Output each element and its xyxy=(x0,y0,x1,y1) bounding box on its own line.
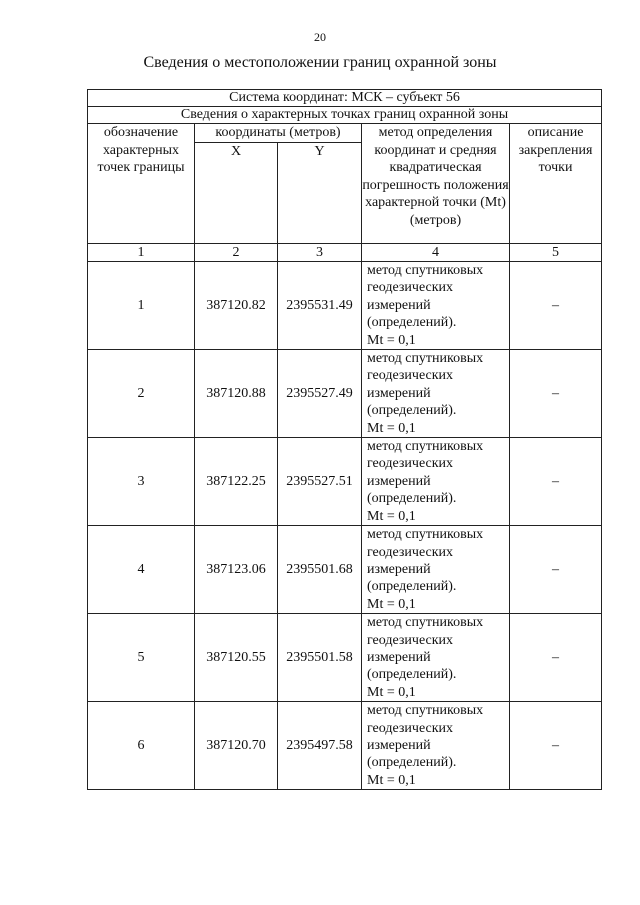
column-number: 4 xyxy=(362,244,510,262)
header-designation: обозначение характерных точек границы xyxy=(88,124,195,244)
table-row xyxy=(88,438,602,526)
coordinate-system-header: Система координат: МСК – субъект 56 xyxy=(88,90,602,107)
coordinate-y: 2395531.49 xyxy=(278,262,362,350)
method-line: (определений). xyxy=(367,667,457,683)
coordinate-y: 2395527.49 xyxy=(278,350,362,438)
coordinate-y: 2395527.51 xyxy=(278,438,362,526)
point-description: – xyxy=(510,438,602,526)
boundary-points-table xyxy=(87,89,602,790)
method-line: Mt = 0,1 xyxy=(367,772,416,788)
column-number: 3 xyxy=(278,244,362,262)
method-line: геодезических xyxy=(367,544,454,560)
method-line: Mt = 0,1 xyxy=(367,332,416,348)
table-row xyxy=(88,262,602,350)
coordinate-y: 2395501.58 xyxy=(278,614,362,702)
page-number: 20 xyxy=(314,30,326,44)
coordinate-x: 387123.06 xyxy=(195,526,278,614)
table-row xyxy=(88,526,602,614)
point-number: 3 xyxy=(88,438,195,526)
point-description: – xyxy=(510,350,602,438)
method-line: Mt = 0,1 xyxy=(367,596,416,612)
method-line: метод спутниковых xyxy=(367,263,484,278)
table-row xyxy=(88,350,602,438)
column-numbers-row xyxy=(88,244,602,262)
column-number: 1 xyxy=(88,244,195,262)
method-line: (определений). xyxy=(367,755,457,771)
header-coordinates: координаты (метров) xyxy=(195,124,362,143)
coordinate-x: 387120.55 xyxy=(195,614,278,702)
point-number: 5 xyxy=(88,614,195,702)
header-x: X xyxy=(195,142,278,244)
table-row xyxy=(88,702,602,790)
table-subtitle: Сведения о характерных точках границ охранной зоны xyxy=(88,107,602,124)
method-cell xyxy=(362,438,510,526)
column-number: 2 xyxy=(195,244,278,262)
method-line: метод спутниковых xyxy=(367,615,484,631)
coordinate-y: 2395501.68 xyxy=(278,526,362,614)
method-line: измерений xyxy=(367,385,431,401)
document-title: Сведения о местоположении границ охранной зоны xyxy=(143,54,497,71)
method-line: Mt = 0,1 xyxy=(367,684,416,700)
method-cell xyxy=(362,614,510,702)
method-line: геодезических xyxy=(367,280,454,296)
header-method: метод определения координат и средняя квадратическая погрешность положения характерной точки (Mt) (метров) xyxy=(362,124,510,244)
method-line: геодезических xyxy=(367,456,454,472)
column-number: 5 xyxy=(510,244,602,262)
method-line: геодезических xyxy=(367,720,454,736)
point-description: – xyxy=(510,526,602,614)
coordinate-x: 387120.88 xyxy=(195,350,278,438)
method-line: Mt = 0,1 xyxy=(367,508,416,524)
method-cell xyxy=(362,350,510,438)
coordinate-x: 387120.82 xyxy=(195,262,278,350)
header-description: описание закрепления точки xyxy=(510,124,602,244)
coordinate-x: 387120.70 xyxy=(195,702,278,790)
method-cell xyxy=(362,702,510,790)
method-line: метод спутниковых xyxy=(367,527,484,543)
coordinate-y: 2395497.58 xyxy=(278,702,362,790)
method-line: геодезических xyxy=(367,368,454,384)
point-number: 2 xyxy=(88,350,195,438)
header-y: Y xyxy=(278,142,362,244)
point-description: – xyxy=(510,702,602,790)
method-line: (определений). xyxy=(367,491,457,507)
method-line: геодезических xyxy=(367,632,454,648)
method-line: измерений xyxy=(367,649,431,665)
method-line: измерений xyxy=(367,737,431,753)
point-description: – xyxy=(510,614,602,702)
method-line: Mt = 0,1 xyxy=(367,420,416,436)
point-number: 4 xyxy=(88,526,195,614)
method-line: метод спутниковых xyxy=(367,351,484,367)
point-number: 1 xyxy=(88,262,195,350)
method-line: измерений xyxy=(367,297,431,313)
point-number: 6 xyxy=(88,702,195,790)
method-cell xyxy=(362,526,510,614)
method-line: (определений). xyxy=(367,403,457,419)
point-description: – xyxy=(510,262,602,350)
method-line: измерений xyxy=(367,473,431,489)
coordinate-x: 387122.25 xyxy=(195,438,278,526)
method-line: метод спутниковых xyxy=(367,703,484,719)
method-line: (определений). xyxy=(367,315,457,331)
method-line: измерений xyxy=(367,561,431,577)
method-line: метод спутниковых xyxy=(367,439,484,455)
method-cell xyxy=(362,262,510,350)
method-line: (определений). xyxy=(367,579,457,595)
table-row xyxy=(88,614,602,702)
